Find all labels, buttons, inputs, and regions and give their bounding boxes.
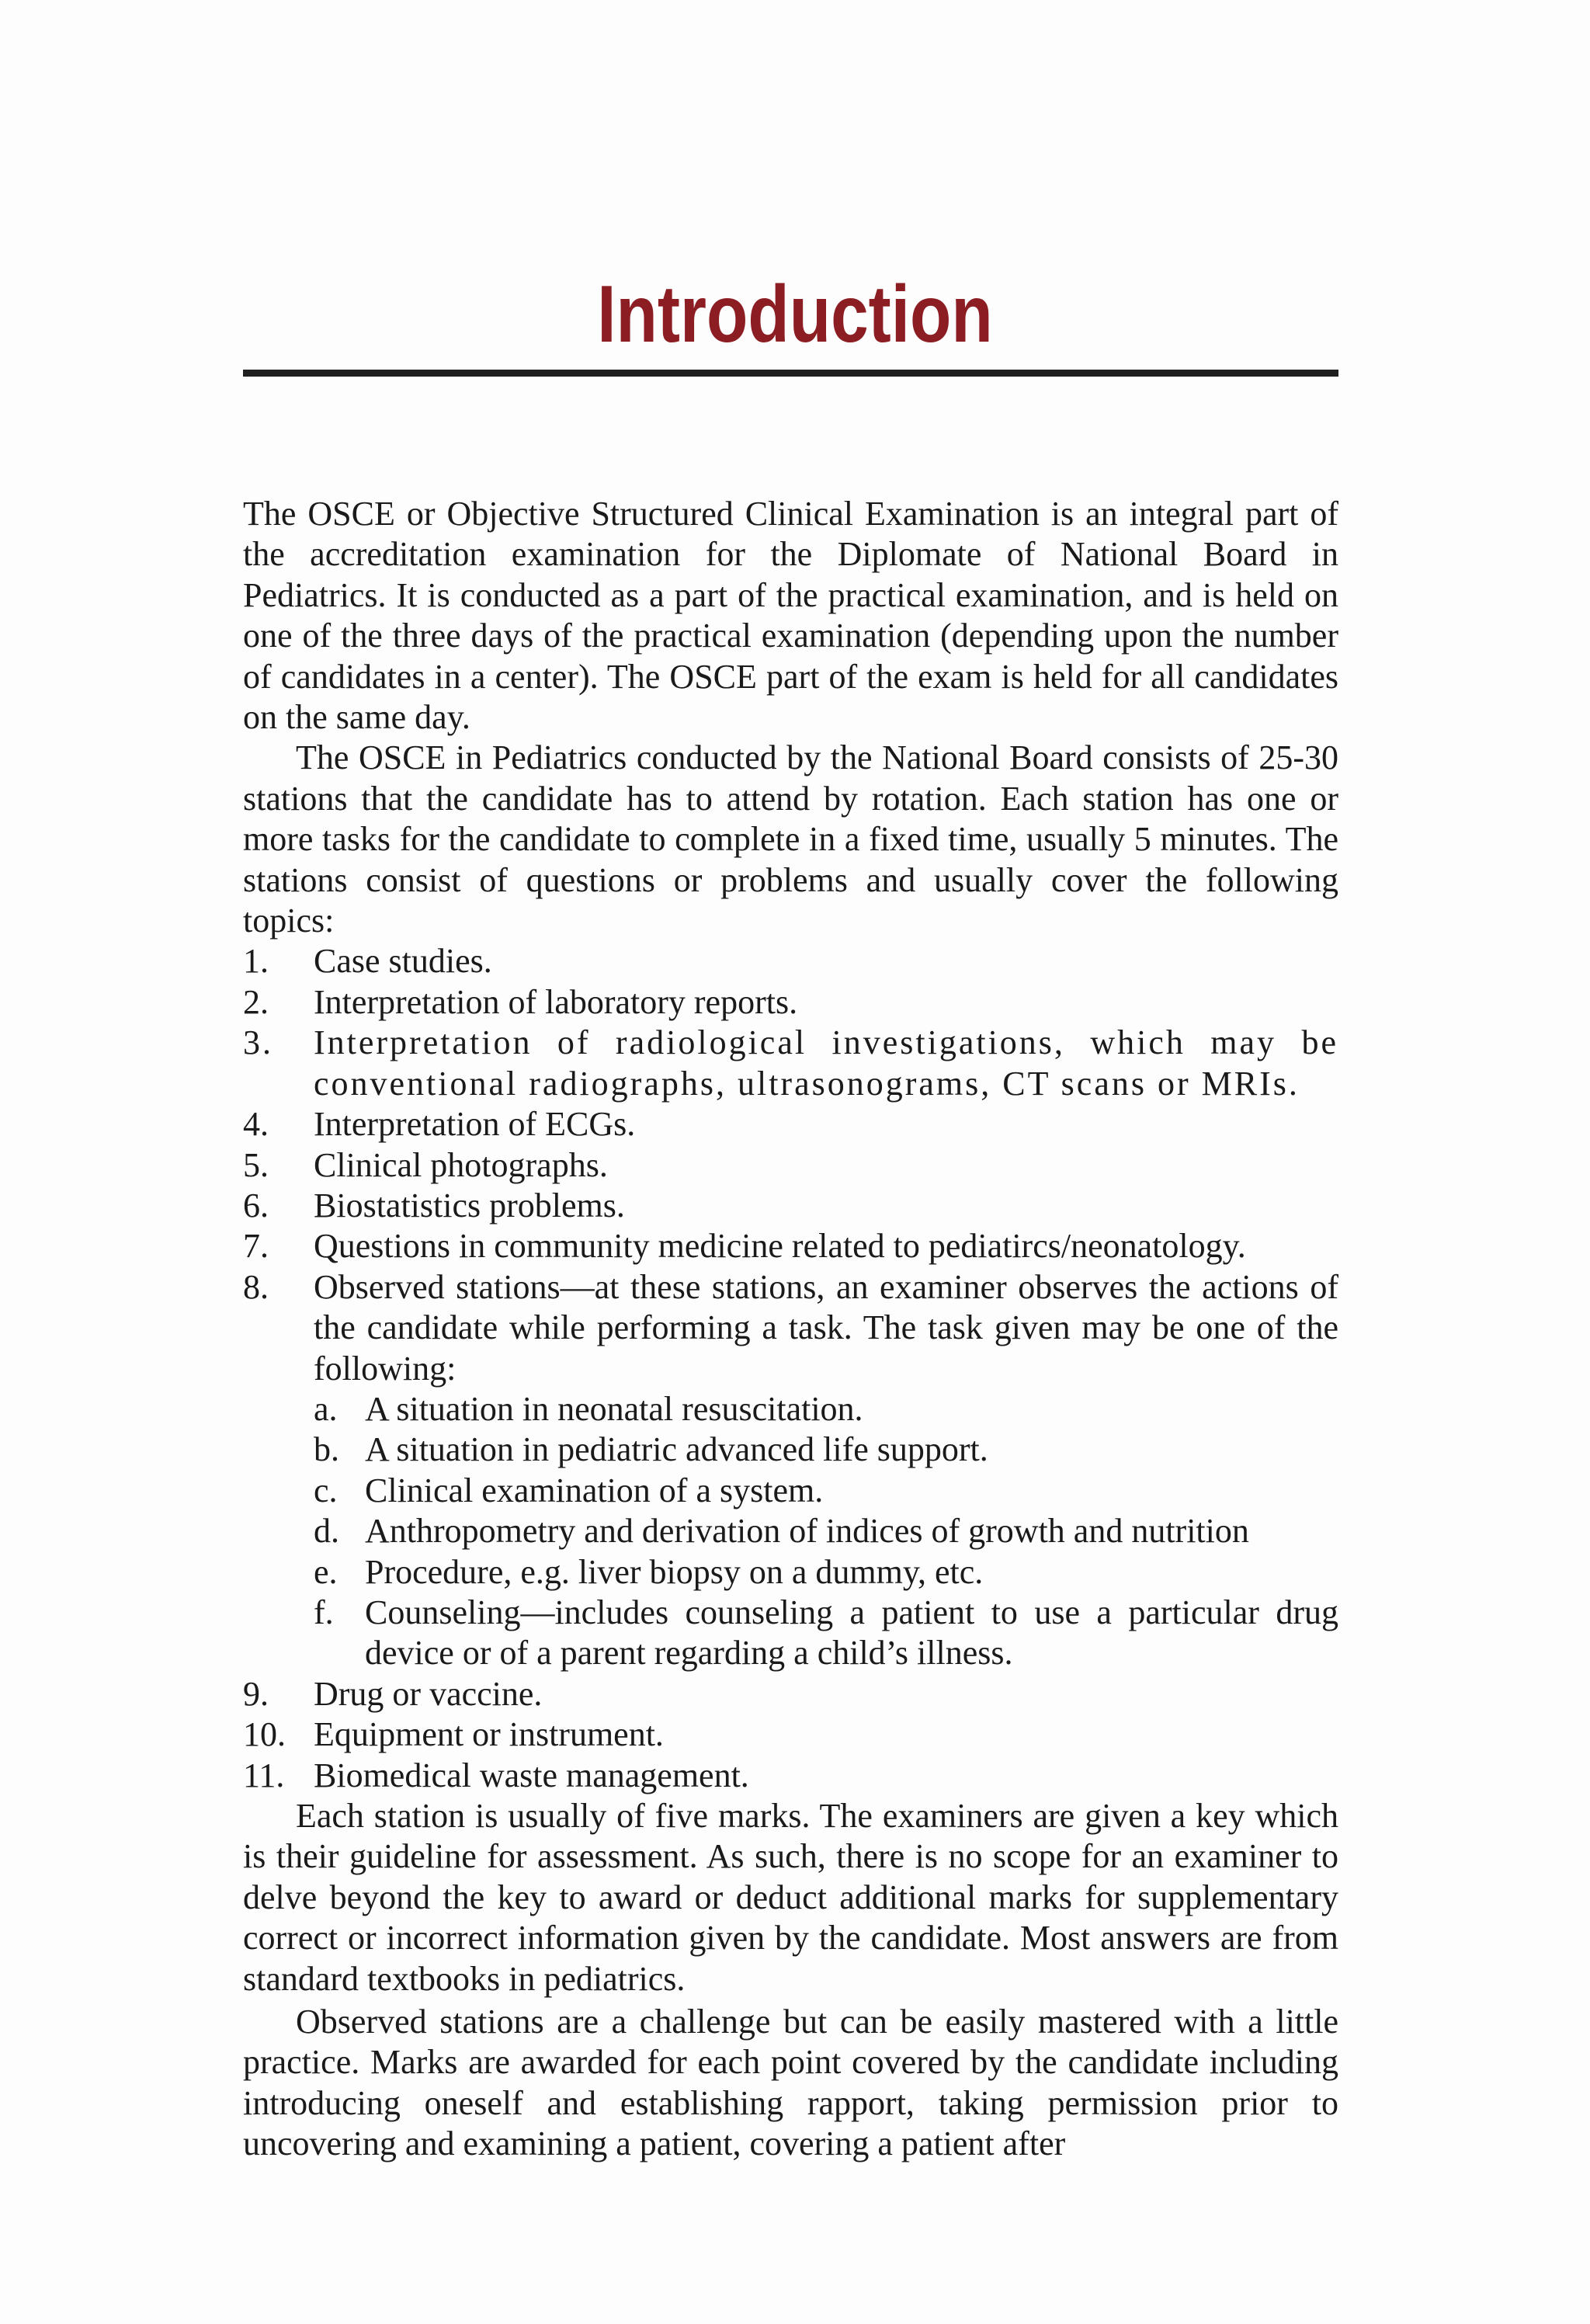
list-item	[243, 1186, 1338, 1226]
title-underline-rule	[243, 370, 1338, 377]
list-item-number: 10.	[243, 1715, 286, 1754]
paragraph-observed-stations: Observed stations are a challenge but can be easily mastered with a little practice. Marks are awarded for each point covered by the candidate including introducing oneself and establishing rapport, taking permission prior to uncovering and examining a patient, covering a patient after	[243, 2003, 1338, 2163]
list-item	[243, 1145, 1338, 1186]
list-item-text: Biostatistics problems.	[314, 1186, 625, 1225]
list-item-number: 3.	[243, 1023, 273, 1062]
paragraph-osce-stations: The OSCE in Pediatrics conducted by the National Board consists of 25-30 stations that the candidate has to attend by rotation. Each station has one or more tasks for the candidate to complete in a fixed time, usually 5 minutes. The stations consist of questions or problems and usually cover the following topics:	[243, 738, 1338, 940]
sublist-item	[314, 1471, 1338, 1511]
list-item-text: Observed stations—at these stations, an examiner observes the actions of the candidate while performing a task. The task given may be one of the following:	[314, 1267, 1338, 1388]
sublist-item-letter: b.	[314, 1430, 339, 1469]
list-item	[243, 1714, 1338, 1755]
list-item-text: Clinical photographs.	[314, 1145, 608, 1184]
sublist-item	[314, 1593, 1338, 1674]
list-item-text: Equipment or instrument.	[314, 1715, 664, 1754]
list-item-text: Case studies.	[314, 942, 492, 981]
list-item	[243, 1104, 1338, 1145]
sublist-item-letter: d.	[314, 1512, 339, 1551]
list-item	[243, 941, 1338, 981]
list-item-number: 2.	[243, 982, 269, 1021]
list-item-text: Drug or vaccine.	[314, 1674, 543, 1713]
list-item-text: Interpretation of ECGs.	[314, 1105, 636, 1144]
list-item	[243, 1756, 1338, 1796]
observed-tasks-list	[314, 1389, 1338, 1674]
paragraph-marks: Each station is usually of five marks. The examiners are given a key which is their guideline for assessment. As such, there is no scope for an examiner to delve beyond the key to award or deduct additional marks for supplementary correct or incorrect information given by the candidate. Most answers are from standard textbooks in pediatrics.	[243, 1797, 1338, 1998]
list-item-number: 1.	[243, 942, 269, 981]
sublist-item-text: Clinical examination of a system.	[365, 1471, 824, 1509]
sublist-item-text: Anthropometry and derivation of indices of growth and nutrition	[365, 1512, 1249, 1551]
body-text	[243, 494, 1338, 2165]
list-item-number: 11.	[243, 1756, 285, 1794]
paragraph-intro: The OSCE or Objective Structured Clinical Examination is an integral part of the accreditation examination for the Diplomate of National Board in Pediatrics. It is conducted as a part of the practical examination, and is held on one of the three days of the practical examination (depending upon the number of candidates in a center). The OSCE part of the exam is held for all candidates on the same day.	[243, 495, 1338, 737]
sublist-item-text: Counseling—includes counseling a patient to use a particular drug device or of a parent regarding a child’s illness.	[365, 1593, 1338, 1673]
sublist-item-letter: c.	[314, 1471, 338, 1509]
list-item	[243, 1023, 1338, 1104]
sublist-item-text: Procedure, e.g. liver biopsy on a dummy, etc.	[365, 1552, 984, 1591]
sublist-item	[314, 1511, 1338, 1551]
list-item-text: Questions in community medicine related to pediatircs/neonatology.	[314, 1227, 1246, 1266]
list-item	[243, 1226, 1338, 1266]
topics-list	[243, 941, 1338, 1796]
list-item-text: Biomedical waste management.	[314, 1756, 749, 1794]
page-title: Introduction	[597, 269, 993, 360]
sublist-item-letter: f.	[314, 1593, 334, 1631]
list-item-text: Interpretation of laboratory reports.	[314, 982, 798, 1021]
list-item	[243, 1674, 1338, 1714]
sublist-item	[314, 1429, 1338, 1470]
sublist-item-letter: e.	[314, 1552, 338, 1591]
list-item-observed-stations	[243, 1267, 1338, 1674]
list-item	[243, 982, 1338, 1023]
sublist-item	[314, 1389, 1338, 1429]
list-item-number: 9.	[243, 1674, 269, 1713]
sublist-item-text: A situation in neonatal resuscitation.	[365, 1389, 863, 1428]
sublist-item-text: A situation in pediatric advanced life support.	[365, 1430, 988, 1469]
sublist-item-letter: a.	[314, 1389, 338, 1428]
list-item-number: 5.	[243, 1145, 269, 1184]
list-item-text: Interpretation of radiological investigations, which may be conventional radiographs, ultrasonograms, CT scans or MRIs.	[314, 1023, 1338, 1103]
list-item-number: 8.	[243, 1267, 269, 1306]
list-item-number: 6.	[243, 1186, 269, 1225]
list-item-number: 7.	[243, 1227, 269, 1266]
sublist-item	[314, 1552, 1338, 1593]
list-item-number: 4.	[243, 1105, 269, 1144]
